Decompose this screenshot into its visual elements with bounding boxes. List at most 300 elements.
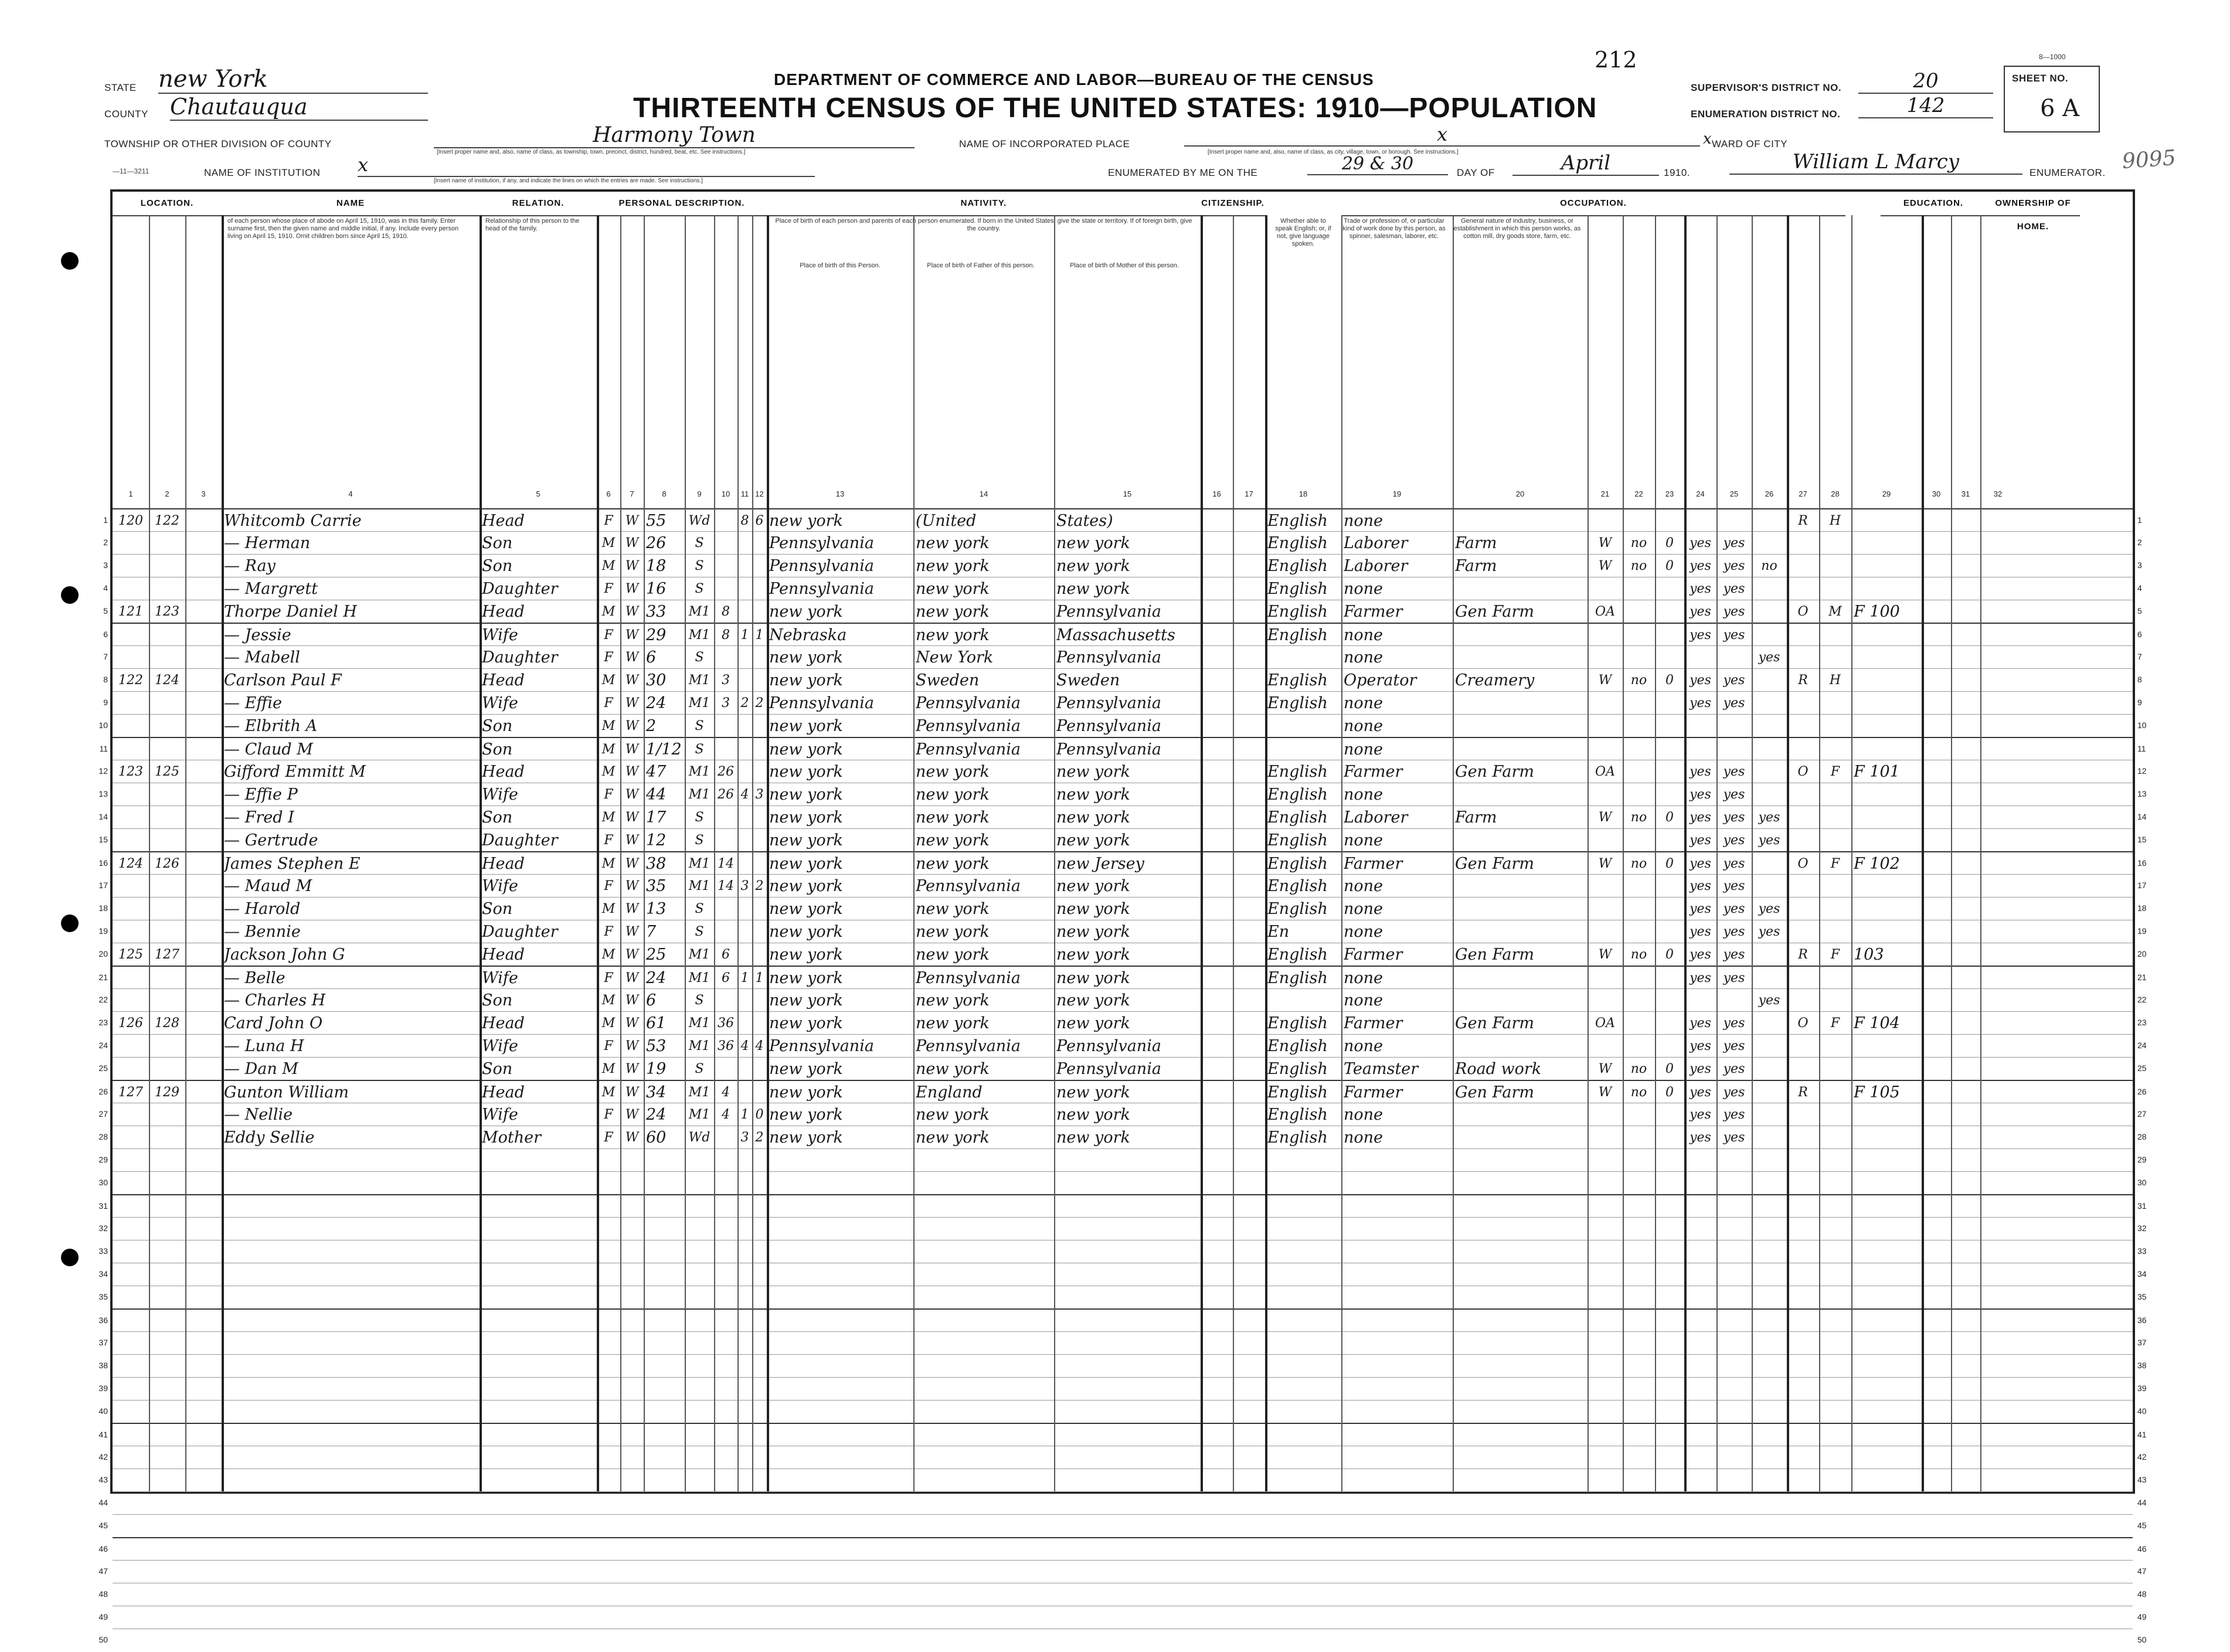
cell-language: English [1267, 808, 1328, 827]
cell-mother-birth: new york [1056, 991, 1130, 1009]
cell-write: yes [1723, 787, 1745, 802]
row-number-right: 12 [2137, 766, 2147, 776]
institution-note: [Insert name of institution, if any, and indicate the lines on which the entries are made. See instructions.] [434, 178, 703, 184]
cell-emp: W [1598, 856, 1612, 871]
cell-write: yes [1723, 559, 1745, 573]
cell-trade: none [1344, 740, 1383, 759]
cell-industry: Gen Farm [1455, 1014, 1535, 1032]
cell-marital: M1 [688, 764, 711, 779]
cell-write: yes [1723, 536, 1745, 550]
cell-relation: Head [482, 603, 525, 621]
cell-birth: Pennsylvania [769, 694, 874, 712]
column-desc-relation: Relationship of this person to the head of the family. [485, 217, 580, 232]
cell-school: yes [1758, 833, 1780, 848]
cell-living: 2 [755, 1130, 764, 1145]
binder-hole [61, 586, 79, 604]
row-number-left: 43 [98, 1475, 108, 1484]
table-row [98, 943, 2147, 966]
cell-age: 1/12 [646, 740, 682, 759]
cell-relation: Head [482, 763, 525, 781]
cell-industry: Gen Farm [1455, 763, 1535, 781]
row-number-left: 29 [98, 1155, 108, 1164]
cell-read: yes [1690, 673, 1711, 688]
cell-father-birth: (United [916, 512, 977, 530]
group-education: EDUCATION. [1881, 192, 1986, 216]
cell-industry: Gen Farm [1455, 1083, 1535, 1102]
cell-color: W [625, 924, 639, 939]
cell-emp: W [1598, 1062, 1612, 1076]
cell-out: no [1630, 1062, 1647, 1076]
cell-sex: F [604, 1039, 613, 1053]
cell-language: English [1267, 671, 1328, 689]
cell-write: yes [1723, 673, 1745, 688]
cell-own: R [1798, 514, 1808, 528]
cell-out: no [1630, 536, 1647, 550]
cell-language: English [1267, 580, 1328, 598]
column-rule [597, 215, 599, 1491]
cell-name: — Mabell [224, 648, 300, 667]
cell-color: W [625, 971, 639, 985]
column-number: 8 [662, 490, 667, 498]
cell-father-birth: new york [916, 900, 990, 918]
cell-language: English [1267, 1037, 1328, 1055]
row-number-left: 16 [98, 858, 108, 868]
cell-age: 6 [646, 648, 657, 667]
cell-marital: M1 [688, 947, 711, 962]
cell-weeks: 0 [1665, 856, 1674, 871]
cell-marital: M1 [688, 856, 711, 871]
cell-years: 36 [718, 1039, 734, 1053]
cell-marital: S [695, 650, 704, 665]
cell-sex: M [601, 673, 616, 688]
column-rule [714, 215, 715, 1491]
cell-emp: W [1598, 810, 1612, 825]
row-number-right: 27 [2137, 1109, 2147, 1119]
enumerated-day: 29 & 30 [1307, 154, 1448, 175]
row-number-right: 2 [2137, 538, 2142, 547]
cell-own: O [1797, 856, 1809, 871]
cell-name: — Charles H [224, 991, 326, 1009]
table-row [103, 577, 2142, 600]
cell-mort: M [1828, 604, 1842, 619]
cell-living: 2 [755, 696, 764, 711]
incorporated-place-value: x [1184, 123, 1700, 147]
cell-mother-birth: new york [1056, 877, 1130, 895]
incorporated-place-label: NAME OF INCORPORATED PLACE [959, 138, 1130, 149]
cell-mother-birth: new york [1056, 580, 1130, 598]
cell-emp: OA [1595, 604, 1615, 619]
cell-sex: M [601, 604, 616, 619]
cell-sex: M [601, 742, 616, 757]
cell-marital: S [695, 719, 704, 733]
cell-birth: Nebraska [769, 626, 847, 644]
department-line: DEPARTMENT OF COMMERCE AND LABOR—BUREAU OF THE CENSUS [774, 70, 1374, 89]
cell-trade: none [1344, 1106, 1383, 1124]
ward-label: WARD OF CITY [1712, 138, 1788, 149]
cell-mother-birth: new york [1056, 557, 1130, 575]
cell-industry: Creamery [1455, 671, 1535, 689]
cell-father-birth: new york [916, 534, 990, 552]
column-number: 6 [606, 490, 611, 498]
cell-sex: M [601, 810, 616, 825]
group-citizenship: CITIZENSHIP. [1201, 192, 1265, 216]
cell-years: 3 [722, 696, 730, 711]
cell-mother-birth: new Jersey [1056, 855, 1144, 873]
binder-hole [61, 252, 79, 270]
cell-sex: M [601, 902, 616, 916]
cell-birth: new york [769, 740, 843, 759]
cell-language: English [1267, 603, 1328, 621]
cell-weeks: 0 [1665, 1062, 1674, 1076]
cell-out: no [1630, 810, 1647, 825]
cell-age: 25 [646, 946, 667, 964]
cell-age: 16 [646, 580, 667, 598]
cell-industry: Gen Farm [1455, 946, 1535, 964]
cell-language: English [1267, 946, 1328, 964]
cell-language: English [1267, 900, 1328, 918]
table-row [98, 988, 2147, 1012]
cell-sex: F [604, 650, 613, 665]
cell-father-birth: new york [916, 1060, 990, 1078]
row-number-left: 4 [103, 583, 108, 593]
row-number-right: 40 [2137, 1406, 2147, 1416]
cell-farm: F 104 [1854, 1014, 1900, 1032]
cell-own: R [1798, 947, 1808, 962]
row-number-left: 8 [103, 675, 108, 684]
cell-father-birth: new york [916, 786, 990, 804]
table-row [98, 874, 2147, 898]
row-number-left: 42 [98, 1452, 108, 1461]
column-rule [1951, 215, 1952, 1491]
cell-marital: S [695, 993, 704, 1008]
cell-birth: new york [769, 991, 843, 1009]
row-number-right: 6 [2137, 630, 2142, 639]
cell-color: W [625, 902, 639, 916]
cell-read: yes [1690, 1062, 1711, 1076]
column-rule [685, 215, 686, 1491]
row-number-left: 20 [98, 949, 108, 958]
cell-years: 36 [718, 1016, 734, 1031]
cell-sex: M [601, 764, 616, 779]
cell-color: W [625, 947, 639, 962]
cell-trade: none [1344, 923, 1383, 941]
cell-weeks: 0 [1665, 536, 1674, 550]
cell-color: W [625, 514, 639, 528]
cell-years: 8 [722, 628, 730, 643]
cell-birth: new york [769, 603, 843, 621]
township-note: [Insert proper name and, also, name of class, as township, town, precinct, district, hundred, beat, etc. See instructions.] [437, 149, 746, 155]
cell-name: — Herman [224, 534, 311, 552]
column-number: 3 [201, 490, 206, 498]
table-row [98, 1514, 2147, 1538]
cell-emp: OA [1595, 1016, 1615, 1031]
cell-sex: F [604, 582, 613, 596]
cell-father-birth: new york [916, 808, 990, 827]
cell-relation: Son [482, 900, 513, 918]
cell-born: 1 [740, 971, 749, 985]
cell-name: — Claud M [224, 740, 313, 759]
cell-mort: F [1830, 1016, 1840, 1031]
cell-sex: F [604, 924, 613, 939]
cell-birth: Pennsylvania [769, 557, 874, 575]
table-row [98, 1057, 2147, 1080]
cell-name: — Belle [224, 969, 285, 987]
cell-name: Carlson Paul F [224, 671, 342, 689]
row-number-left: 2 [103, 538, 108, 547]
cell-color: W [625, 1130, 639, 1145]
cell-father-birth: new york [916, 1106, 990, 1124]
cell-marital: S [695, 833, 704, 848]
cell-dwelling: 124 [118, 856, 143, 871]
row-number-left: 50 [98, 1635, 108, 1644]
page-number: 212 [1595, 47, 1637, 73]
table-row [98, 1537, 2147, 1561]
cell-color: W [625, 650, 639, 665]
row-number-left: 31 [98, 1201, 108, 1211]
row-number-right: 24 [2137, 1041, 2147, 1050]
row-number-left: 32 [98, 1223, 108, 1233]
cell-color: W [625, 1062, 639, 1076]
cell-language: English [1267, 1083, 1328, 1102]
cell-marital: S [695, 536, 704, 550]
cell-color: W [625, 856, 639, 871]
column-rule [1819, 215, 1820, 1491]
row-number-right: 31 [2137, 1201, 2147, 1211]
cell-family: 126 [155, 856, 179, 871]
cell-mother-birth: new york [1056, 1014, 1130, 1032]
row-number-right: 48 [2137, 1589, 2147, 1599]
column-number: 31 [1961, 490, 1970, 498]
cell-language: English [1267, 763, 1328, 781]
cell-color: W [625, 536, 639, 550]
cell-years: 14 [718, 879, 734, 893]
cell-years: 6 [722, 971, 730, 985]
row-number-right: 45 [2137, 1521, 2147, 1530]
cell-sex: M [601, 1016, 616, 1031]
cell-weeks: 0 [1665, 810, 1674, 825]
cell-age: 33 [646, 603, 667, 621]
enumerator-name: William L Marcy [1729, 150, 2022, 175]
table-row [98, 1308, 2147, 1333]
cell-name: Jackson John G [224, 946, 345, 964]
cell-read: yes [1690, 902, 1711, 916]
cell-marital: S [695, 924, 704, 939]
column-number: 5 [536, 490, 540, 498]
row-number-right: 20 [2137, 949, 2147, 958]
cell-birth: Pennsylvania [769, 1037, 874, 1055]
table-row [98, 1011, 2147, 1035]
cell-father-birth: new york [916, 991, 990, 1009]
cell-birth: new york [769, 763, 843, 781]
cell-family: 124 [155, 673, 179, 688]
cell-mort: H [1829, 673, 1841, 688]
row-number-left: 49 [98, 1612, 108, 1622]
group-nativity: NATIVITY. [767, 192, 1201, 216]
cell-marital: M1 [688, 1085, 711, 1100]
sheet-box [2004, 66, 2100, 132]
cell-age: 60 [646, 1128, 667, 1147]
cell-name: Gifford Emmitt M [224, 763, 366, 781]
cell-relation: Head [482, 512, 525, 530]
row-number-right: 44 [2137, 1498, 2147, 1507]
cell-mother-birth: new york [1056, 923, 1130, 941]
row-number-left: 6 [103, 630, 108, 639]
table-row [98, 1469, 2147, 1492]
cell-trade: none [1344, 512, 1383, 530]
row-number-right: 23 [2137, 1018, 2147, 1027]
group-ownership: OWNERSHIP OF HOME. [1986, 192, 2080, 216]
cell-birth: new york [769, 1014, 843, 1032]
cell-relation: Son [482, 1060, 513, 1078]
cell-read: yes [1690, 833, 1711, 848]
table-row [98, 714, 2147, 737]
cell-relation: Wife [482, 969, 518, 987]
row-number-left: 46 [98, 1544, 108, 1554]
column-number: 9 [697, 490, 702, 498]
cell-mother-birth: new york [1056, 1128, 1130, 1147]
row-number-right: 38 [2137, 1361, 2147, 1370]
township-value: Harmony Town [434, 123, 915, 148]
table-row [98, 828, 2147, 852]
cell-birth: new york [769, 1128, 843, 1147]
cell-age: 24 [646, 1106, 667, 1124]
cell-relation: Wife [482, 786, 518, 804]
cell-years: 3 [722, 673, 730, 688]
column-rule [1587, 215, 1589, 1491]
cell-birth: new york [769, 1106, 843, 1124]
cell-trade: none [1344, 626, 1383, 644]
cell-relation: Son [482, 740, 513, 759]
cell-school: no [1761, 559, 1777, 573]
cell-father-birth: new york [916, 580, 990, 598]
cell-trade: none [1344, 991, 1383, 1009]
cell-marital: M1 [688, 1107, 711, 1122]
cell-father-birth: new york [916, 603, 990, 621]
row-number-right: 21 [2137, 973, 2147, 982]
column-number: 21 [1600, 490, 1610, 498]
cell-mother-birth: Pennsylvania [1056, 603, 1161, 621]
row-number-left: 44 [98, 1498, 108, 1507]
cell-name: — Harold [224, 900, 301, 918]
cell-birth: new york [769, 969, 843, 987]
column-desc-birth-father: Place of birth of Father of this person. [927, 262, 1035, 269]
column-desc-nativity: Place of birth of each person and parents of each person enumerated. If born in the United States, give the state or territory. If of foreign birth, give the country. [775, 217, 1192, 232]
group-location: LOCATION. [113, 192, 222, 216]
cell-write: yes [1723, 947, 1745, 962]
cell-read: yes [1690, 1039, 1711, 1053]
column-rule [480, 215, 482, 1491]
cell-mother-birth: new york [1056, 900, 1130, 918]
cell-read: yes [1690, 559, 1711, 573]
row-number-right: 32 [2137, 1223, 2147, 1233]
column-number: 15 [1123, 490, 1132, 498]
row-number-left: 27 [98, 1109, 108, 1119]
cell-read: yes [1690, 696, 1711, 711]
cell-write: yes [1723, 582, 1745, 596]
table-row [98, 1331, 2147, 1355]
cell-father-birth: new york [916, 763, 990, 781]
cell-father-birth: new york [916, 831, 990, 849]
column-number: 29 [1882, 490, 1891, 498]
cell-age: 53 [646, 1037, 667, 1055]
cell-relation: Wife [482, 626, 518, 644]
cell-living: 4 [755, 1039, 764, 1053]
cell-relation: Son [482, 808, 513, 827]
cell-weeks: 0 [1665, 559, 1674, 573]
cell-relation: Head [482, 1083, 525, 1102]
row-number-left: 1 [103, 515, 108, 525]
row-number-left: 12 [98, 766, 108, 776]
column-rule [1233, 215, 1234, 1491]
day-of-label: DAY OF [1457, 167, 1495, 178]
row-number-right: 17 [2137, 881, 2147, 890]
cell-write: yes [1723, 1130, 1745, 1145]
row-number-right: 26 [2137, 1087, 2147, 1096]
cell-sex: F [604, 787, 613, 802]
column-desc-birth-mother: Place of birth of Mother of this person. [1070, 262, 1179, 269]
column-desc-industry: General nature of industry, business, or establishment in which this person works, as cotton mill, dry goods store, farm, etc. [1453, 217, 1581, 240]
cell-relation: Son [482, 534, 513, 552]
row-number-right: 18 [2137, 903, 2147, 913]
cell-mort: F [1830, 856, 1840, 871]
row-number-left: 17 [98, 881, 108, 890]
supervisor-district-label: SUPERVISOR'S DISTRICT NO. [1691, 82, 1842, 93]
cell-write: yes [1723, 764, 1745, 779]
column-number: 30 [1932, 490, 1941, 498]
column-rule [1716, 215, 1718, 1491]
column-rule [620, 215, 621, 1491]
cell-birth: new york [769, 717, 843, 735]
row-number-right: 46 [2137, 1544, 2147, 1554]
supervisor-district-value: 20 [1858, 69, 1993, 94]
cell-industry: Gen Farm [1455, 603, 1535, 621]
row-number-left: 36 [98, 1316, 108, 1325]
cell-living: 1 [755, 628, 764, 643]
cell-name: — Effie [224, 694, 283, 712]
cell-trade: none [1344, 786, 1383, 804]
cell-industry: Farm [1455, 557, 1497, 575]
cell-mort: F [1830, 947, 1840, 962]
cell-write: yes [1723, 833, 1745, 848]
cell-sex: F [604, 1107, 613, 1122]
table-row [98, 1560, 2147, 1583]
cell-write: yes [1723, 856, 1745, 871]
cell-read: yes [1690, 536, 1711, 550]
cell-trade: Laborer [1344, 808, 1408, 827]
cell-years: 4 [722, 1107, 730, 1122]
cell-name: Eddy Sellie [224, 1128, 315, 1147]
enumeration-district-label: ENUMERATION DISTRICT NO. [1691, 108, 1841, 120]
cell-relation: Wife [482, 694, 518, 712]
cell-born: 4 [740, 787, 749, 802]
column-number: 24 [1696, 490, 1705, 498]
table-row [98, 1148, 2147, 1172]
cell-father-birth: new york [916, 923, 990, 941]
cell-name: Thorpe Daniel H [224, 603, 357, 621]
column-number: 18 [1298, 490, 1308, 498]
cell-color: W [625, 993, 639, 1008]
cell-out: no [1630, 673, 1647, 688]
cell-language: English [1267, 1106, 1328, 1124]
column-number: 17 [1245, 490, 1253, 498]
cell-birth: Pennsylvania [769, 580, 874, 598]
cell-years: 26 [718, 787, 734, 802]
row-number-right: 25 [2137, 1063, 2147, 1073]
column-number: 23 [1665, 490, 1674, 498]
row-number-left: 33 [98, 1246, 108, 1256]
cell-relation: Daughter [482, 831, 558, 849]
cell-read: yes [1690, 856, 1711, 871]
